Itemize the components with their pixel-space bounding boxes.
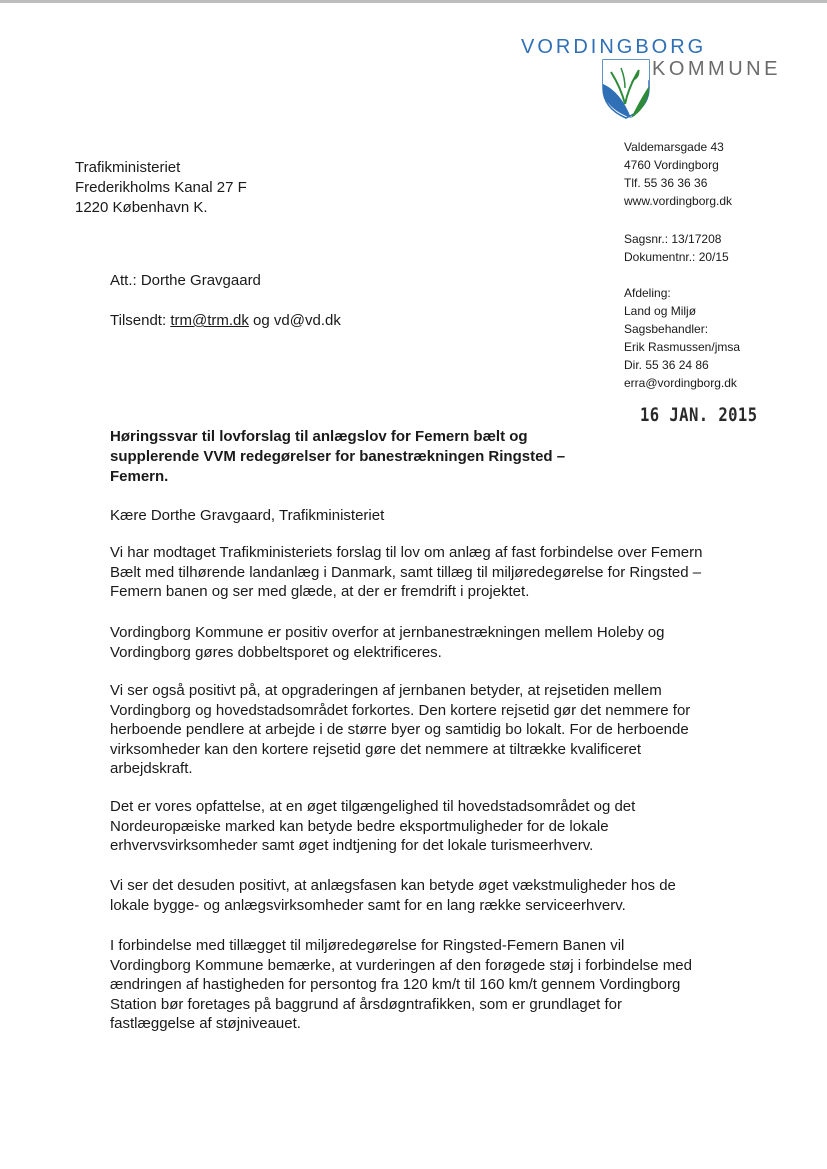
paragraph-line: fastlæggelse af støjniveauet.	[110, 1015, 301, 1032]
department-info	[624, 284, 740, 392]
paragraph-line: Bælt med tilhørende landanlæg i Danmark, samt tillæg til miljøredegørelse for Ringsted –	[110, 563, 702, 581]
paragraph-line: Det er vores opfattelse, at en øget tilgængelighed til hovedstadsområdet og det	[110, 798, 636, 815]
officer-email: erra@vordingborg.dk	[624, 376, 737, 390]
sent-to-prefix: Tilsendt:	[110, 312, 171, 329]
email-link-trm[interactable]: trm@trm.dk	[170, 312, 249, 329]
municipality-shield-icon	[601, 58, 651, 120]
department-value: Land og Miljø	[624, 304, 697, 318]
paragraph-line: herboende pendlere at arbejde i de større byer og samtidig bo lokalt. For de herboende	[110, 721, 689, 738]
paragraph-line: virksomheder kan den kortere rejsetid gøre det nemmere at tiltrække kvalificeret	[110, 740, 642, 758]
sent-to-line	[110, 312, 341, 329]
case-officer-value: Erik Rasmussen/jmsa	[624, 340, 741, 354]
recipient-address	[75, 158, 247, 218]
paragraph-line: Femern banen og ser med glæde, at der er fremdrift i projektet.	[110, 583, 530, 600]
case-officer-label: Sagsbehandler:	[624, 322, 709, 336]
direct-phone: Dir. 55 36 24 86	[624, 358, 709, 372]
paragraph-line: arbejdskraft.	[110, 760, 193, 777]
letter-subject	[110, 427, 580, 487]
sender-address-line: 4760 Vordingborg	[624, 158, 719, 172]
body-paragraph	[110, 876, 730, 915]
paragraph-line: Vordingborg gøres dobbeltsporet og elektrificeres.	[110, 643, 442, 661]
recipient-line: Frederikholms Kanal 27 F	[75, 179, 247, 196]
document-number: Dokumentnr.: 20/15	[624, 250, 729, 264]
paragraph-line: Station bør foretages på baggrund af årsdøgntrafikken, som er grundlaget for	[110, 995, 622, 1013]
logo-name-line1: VORDINGBORG	[521, 36, 707, 58]
body-paragraph	[110, 936, 730, 1034]
subject-line: Femern.	[110, 468, 169, 485]
case-numbers	[624, 230, 729, 266]
sender-address-line: Valdemarsgade 43	[624, 140, 724, 154]
paragraph-line: erhvervsvirksomheder samt øget indtjening for det lokale turismeerhverv.	[110, 837, 594, 854]
case-number: Sagsnr.: 13/17208	[624, 232, 722, 246]
attention-line: Att.: Dorthe Gravgaard	[110, 272, 261, 289]
sender-website: www.vordingborg.dk	[624, 194, 733, 208]
subject-line: supplerende VVM redegørelser for banestrækningen Ringsted –	[110, 448, 566, 465]
recipient-line: 1220 København K.	[75, 199, 208, 216]
paragraph-line: Vi ser det desuden positivt, at anlægsfasen kan betyde øget vækstmuligheder hos de	[110, 877, 676, 894]
department-label: Afdeling:	[624, 286, 671, 300]
greeting: Kære Dorthe Gravgaard, Trafikministeriet	[110, 507, 385, 524]
sender-address	[624, 138, 732, 210]
logo-name-line2: KOMMUNE	[652, 58, 781, 80]
paragraph-line: Nordeuropæiske marked kan betyde bedre eksportmuligheder for de lokale	[110, 817, 609, 835]
paragraph-line: ændringen af hastigheden for persontog fra 120 km/t til 160 km/t gennem Vordingborg	[110, 976, 681, 993]
paragraph-line: Vordingborg Kommune er positiv overfor at jernbanestrækningen mellem Holeby og	[110, 624, 665, 641]
email-vd: vd@vd.dk	[273, 312, 341, 329]
recipient-line: Trafikministeriet	[75, 159, 181, 176]
sender-phone: Tlf. 55 36 36 36	[624, 176, 708, 190]
body-paragraph	[110, 681, 730, 779]
paragraph-line: I forbindelse med tillægget til miljøredegørelse for Ringsted-Femern Banen vil	[110, 937, 625, 954]
paragraph-line: lokale bygge- og anlægsvirksomheder samt for en lang række serviceerhverv.	[110, 896, 626, 914]
paragraph-line: Vi har modtaget Trafikministeriets forslag til lov om anlæg af fast forbindelse over Femern	[110, 544, 703, 561]
body-paragraph	[110, 623, 730, 662]
paragraph-line: Vordingborg og hovedstadsområdet forkortes. Den kortere rejsetid gør det nemmere for	[110, 701, 691, 719]
paragraph-line: Vi ser også positivt på, at opgraderingen af jernbanen betyder, at rejsetiden mellem	[110, 682, 662, 699]
paragraph-line: Vordingborg Kommune bemærke, at vurderingen af den forøgede støj i forbindelse med	[110, 956, 692, 974]
sent-to-joiner: og	[248, 312, 274, 329]
body-paragraph	[110, 543, 730, 602]
page-top-border	[0, 0, 827, 3]
body-paragraph	[110, 797, 730, 856]
date-stamp: 16 JAN. 2015	[640, 404, 758, 426]
subject-line: Høringssvar til lovforslag til anlægslov for Femern bælt og	[110, 428, 528, 445]
